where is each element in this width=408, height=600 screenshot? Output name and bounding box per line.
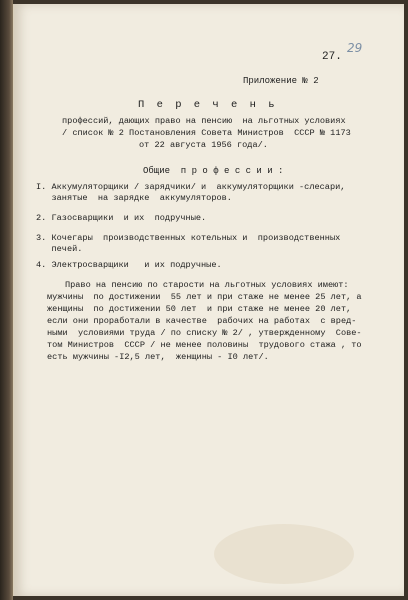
rules-line-3: женщины по достижении 50 лет и при стаже не менее 20 лет, [47, 304, 352, 314]
rules-line-4: если они проработали в качестве рабочих на работах с вред- [47, 316, 357, 326]
list-item-2: 2. Газосварщики и их подручные. [36, 213, 207, 223]
book-binding [0, 0, 13, 600]
list-item-4: 4. Электросварщики и их подручные. [36, 260, 222, 270]
archive-number-pencil: 29 [347, 41, 363, 55]
rules-line-7: есть мужчины -I2,5 лет, женщины - I0 лет/. [47, 352, 269, 362]
document-page [13, 4, 404, 596]
general-professions-heading: Общие п р о ф е с с и и : [143, 166, 284, 176]
rules-line-1: Право на пенсию по старости на льготных условиях имеют: [34, 280, 349, 290]
appendix-label: Приложение № 2 [243, 76, 319, 86]
list-item-3-line-1: 3. Кочегары производственных котельных и производственных [36, 233, 341, 243]
rules-line-2: мужчины по достижении 55 лет и при стаже не менее 25 лет, а [47, 292, 362, 302]
rules-line-5: ными условиями труда / по списку № 2/ , утвержденному Сове- [47, 328, 362, 338]
intro-line-3: от 22 августа 1956 года/. [139, 140, 268, 150]
paper-stain [214, 524, 354, 584]
document-title: П е р е ч е н ь [138, 99, 278, 111]
archive-number-typed: 27. [322, 51, 342, 63]
intro-line-1: профессий, дающих право на пенсию на льготных условиях [62, 116, 346, 126]
list-item-1-line-1: I. Аккумуляторщики / зарядчики/ и аккумуляторщики -слесари, [36, 182, 346, 192]
list-item-1-line-2: занятые на зарядке аккумуляторов. [36, 193, 232, 203]
list-item-3-line-2: печей. [36, 244, 83, 254]
intro-line-2: / список № 2 Постановления Совета Министров СССР № 1173 [62, 128, 351, 138]
rules-line-6: том Министров СССР / не менее половины трудового стажа , то [47, 340, 362, 350]
